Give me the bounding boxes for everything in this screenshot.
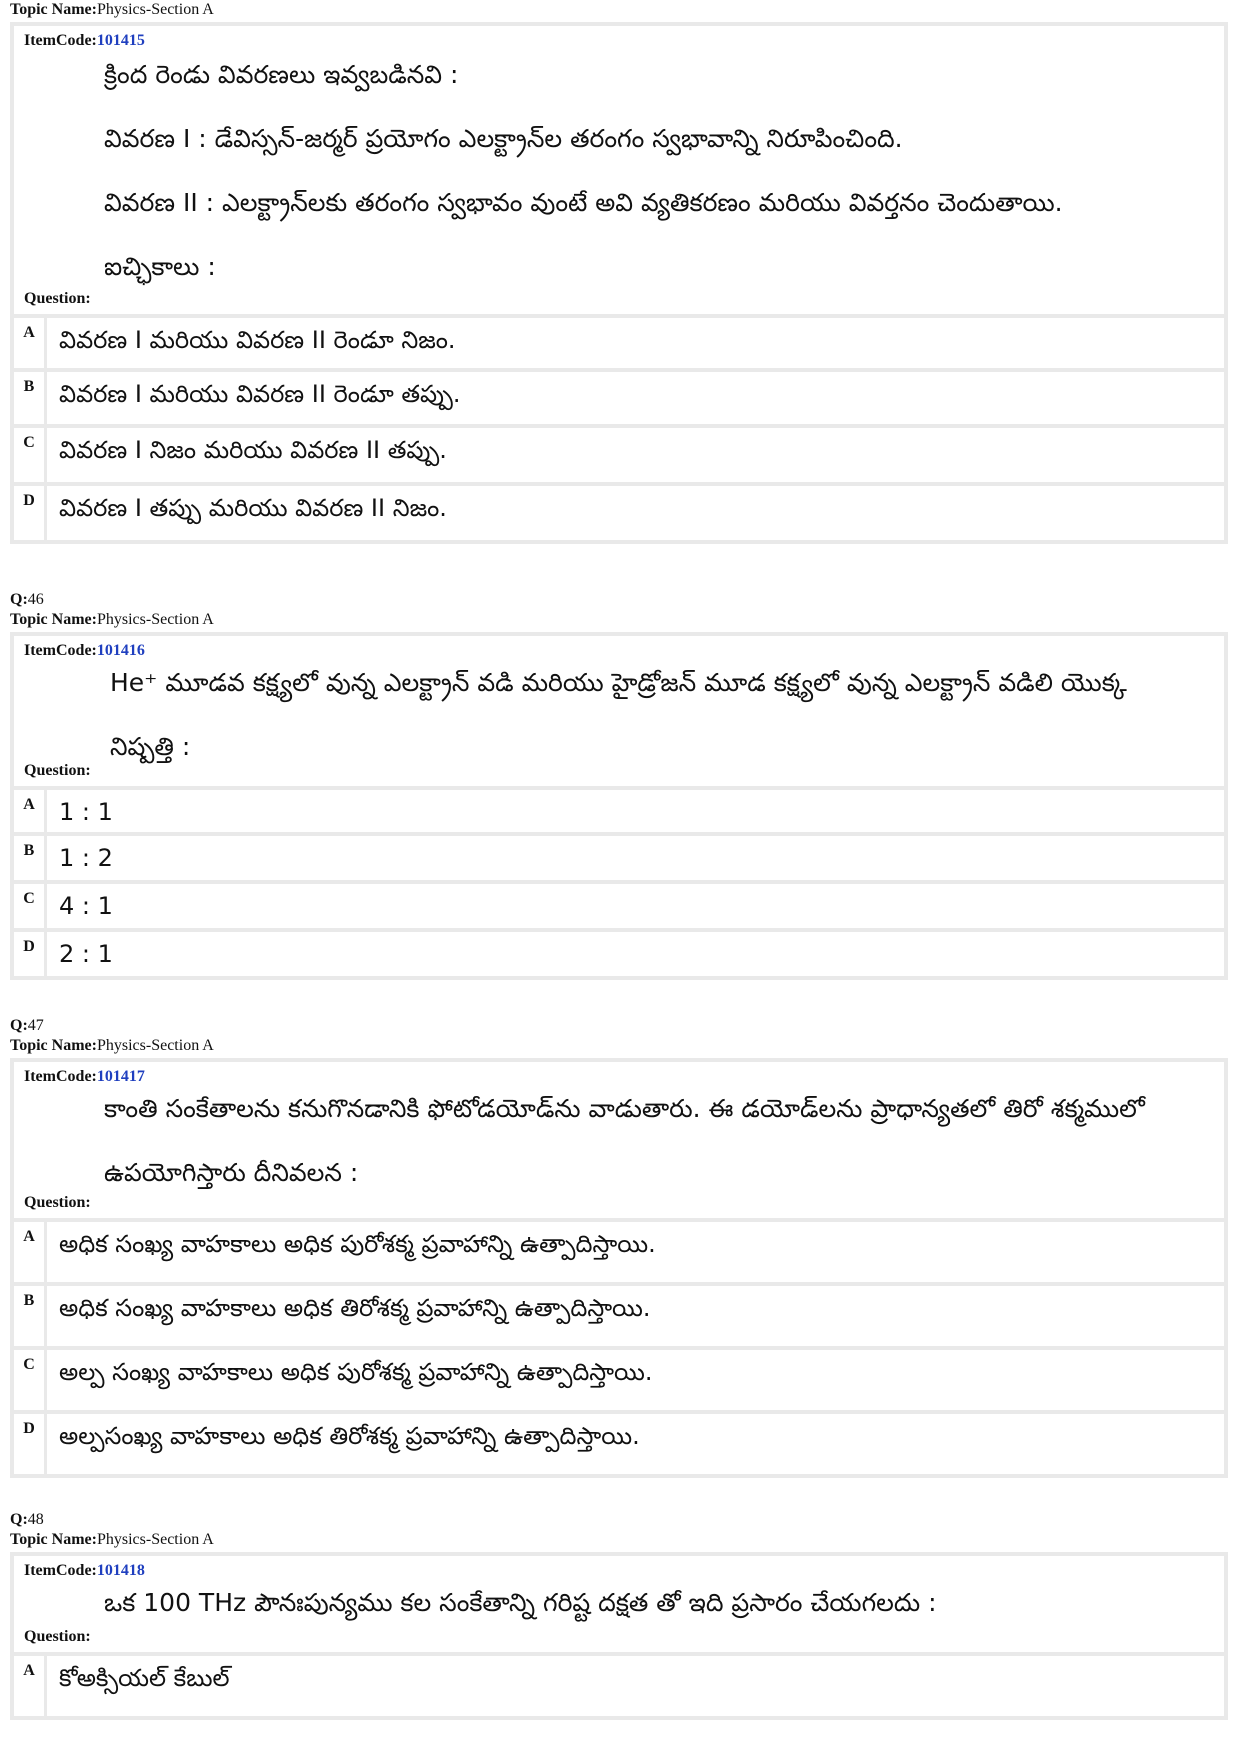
question-card [10,1058,1228,1478]
question-block-48 [10,1510,1228,1720]
question-card [10,632,1228,980]
question-stem [14,1062,1224,1218]
question-block-47 [10,1016,1228,1478]
option-c[interactable]: C అల్ప సంఖ్య వాహకాలు అధిక పురోశక్మ ప్రవాహాన్ని ఉత్పాదిస్తాయి. [14,1350,1224,1410]
question-text: He⁺ మూడవ కక్ష్యలో వున్న ఎలక్ట్రాన్ వడి మరియు హైడ్రోజన్ మూడ కక్ష్యలో వున్న ఎలక్ట్రాన్ వడిలి యొక్క నిష్పత్తి : [110,668,1127,761]
question-label: Question: [24,762,91,779]
item-code: ItemCode:101415 [24,32,145,49]
question-card [10,22,1228,544]
option-c[interactable]: C వివరణ I నిజం మరియు వివరణ II తప్పు. [14,428,1224,482]
question-text: కాంతి సంకేతాలను కనుగొనడానికి ఫోటోడయోడ్‌ను వాడుతారు. ఈ డయోడ్‌లను ప్రాధాన్యతలో తిరో శక్మములో ఉపయోగిస్తారు దీనివలన : [104,1094,1145,1187]
topic-line: Topic Name:Physics-Section A [10,1,214,18]
question-stem [14,1556,1224,1652]
option-a[interactable]: A వివరణ I మరియు వివరణ II రెండూ నిజం. [14,318,1224,368]
question-text: క్రింద రెండు వివరణలు ఇవ్వబడినవి : వివరణ I : డేవిస్సన్-జర్మర్ ప్రయోగం ఎలక్ట్రాన్‌ల తరంగం స్వభావాన్ని నిరూపించింది. వివరణ II : ఎలక్ట్రాన్‌లకు తరంగం స్వభావం వుంటే అవి వ్యతికరణం మరియు వివర్తనం చెందుతాయి. ఐచ్ఛికాలు : [104,60,1063,281]
question-stem [14,26,1224,314]
question-text: ఒక 100 THz పౌనఃపున్యము కల సంకేతాన్ని గరిష్ట దక్షత తో ఇది ప్రసారం చేయగలదు : [104,1588,937,1617]
question-number: Q:46 [10,591,44,608]
item-code: ItemCode:101418 [24,1562,145,1579]
question-stem [14,636,1224,786]
option-b[interactable]: B అధిక సంఖ్య వాహకాలు అధిక తిరోశక్మ ప్రవాహాన్ని ఉత్పాదిస్తాయి. [14,1286,1224,1346]
question-card [10,1552,1228,1720]
topic-line: Topic Name:Physics-Section A [10,611,214,628]
option-a[interactable]: A అధిక సంఖ్య వాహకాలు అధిక పురోశక్మ ప్రవాహాన్ని ఉత్పాదిస్తాయి. [14,1222,1224,1282]
question-label: Question: [24,1628,91,1645]
option-c[interactable]: C 4 : 1 [14,884,1224,928]
option-b[interactable]: B వివరణ I మరియు వివరణ II రెండూ తప్పు. [14,372,1224,424]
topic-line: Topic Name:Physics-Section A [10,1531,214,1548]
question-number: Q:48 [10,1511,44,1528]
item-code: ItemCode:101416 [24,642,145,659]
option-a[interactable]: A 1 : 1 [14,790,1224,832]
question-label: Question: [24,1194,91,1211]
topic-line: Topic Name:Physics-Section A [10,1037,214,1054]
option-d[interactable]: D వివరణ I తప్పు మరియు వివరణ II నిజం. [14,486,1224,540]
item-code: ItemCode:101417 [24,1068,145,1085]
option-b[interactable]: B 1 : 2 [14,836,1224,880]
question-number: Q:47 [10,1017,44,1034]
option-a[interactable]: A కోఅక్సియల్ కేబుల్ [14,1656,1224,1716]
option-d[interactable]: D అల్పసంఖ్య వాహకాలు అధిక తిరోశక్మ ప్రవాహాన్ని ఉత్పాదిస్తాయి. [14,1414,1224,1474]
question-block-46 [10,590,1228,980]
option-d[interactable]: D 2 : 1 [14,932,1224,976]
question-block-101415 [10,0,1228,544]
question-label: Question: [24,290,91,307]
